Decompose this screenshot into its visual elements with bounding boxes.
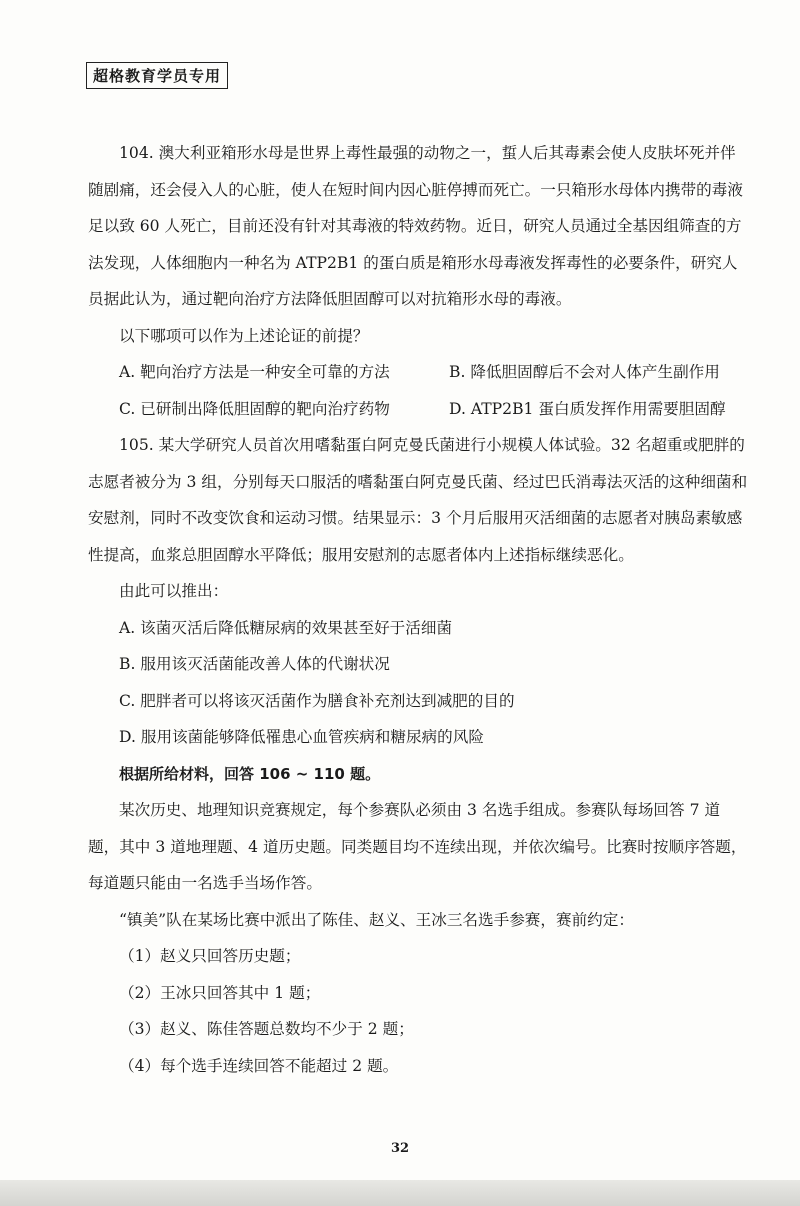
rule-4: （4）每个选手连续回答不能超过 2 题。	[119, 1056, 399, 1075]
q104-question: 以下哪项可以作为上述论证的前提？	[119, 326, 369, 345]
q104-option-b: B. 降低胆固醇后不会对人体产生副作用	[449, 363, 720, 381]
scan-bottom-shadow	[0, 1180, 800, 1206]
watermark-badge: 超格教育学员专用	[86, 62, 228, 89]
rule-2: （2）王冰只回答其中 1 题；	[119, 983, 321, 1002]
section-heading: 根据所给材料，回答 106 ~ 110 题。	[119, 764, 381, 783]
q105-option-b: B. 服用该灭活菌能改善人体的代谢状况	[119, 655, 390, 673]
q104-stem: 104. 澳大利亚箱形水母是世界上毒性最强的动物之一，蜇人后其毒素会使人皮肤坏死并伴随剧痛，还会侵入人的心脏，使人在短时间内因心脏停搏而死亡。一只箱形水母体内携带的毒液足以致 60 人死亡，目前还没有针对其毒液的特效药物。近日，研究人员通过全基因组筛查的方法发现，人体细胞内一种名为 ATP2B1 的蛋白质是箱形水母毒液发挥毒性的必要条件，研究人员据此认为，通过靶向治疗方法降低胆固醇可以对抗箱形水母的毒液。	[88, 144, 743, 308]
section-paragraph-2: “镇美”队在某场比赛中派出了陈佳、赵义、王冰三名选手参赛，赛前约定：	[119, 910, 634, 929]
q104-options-row-2	[88, 391, 748, 428]
q104-option-c: C. 已研制出降低胆固醇的靶向治疗药物	[119, 399, 390, 418]
q105-stem: 105. 某大学研究人员首次用嗜黏蛋白阿克曼氏菌进行小规模人体试验。32 名超重或肥胖的志愿者被分为 3 组，分别每天口服活的嗜黏蛋白阿克曼氏菌、经过巴氏消毒法灭活的这种细菌和安慰剂，同时不改变饮食和运动习惯。结果显示：3 个月后服用灭活细菌的志愿者对胰岛素敏感性提高，血浆总胆固醇水平降低；服用安慰剂的志愿者体内上述指标继续恶化。	[88, 436, 748, 564]
q105-option-d: D. 服用该菌能够降低罹患心血管疾病和糖尿病的风险	[119, 728, 484, 746]
q105-option-c: C. 肥胖者可以将该灭活菌作为膳食补充剂达到减肥的目的	[119, 691, 515, 710]
q104-option-d: D. ATP2B1 蛋白质发挥作用需要胆固醇	[449, 399, 726, 418]
section-paragraph-1: 某次历史、地理知识竞赛规定，每个参赛队必须由 3 名选手组成。参赛队每场回答 7 道题，其中 3 道地理题、4 道历史题。同类题目均不连续出现，并依次编号。比赛时按顺序答题，每道题只能由一名选手当场作答。	[88, 801, 747, 892]
rule-1: （1）赵义只回答历史题；	[119, 947, 301, 965]
q105-question: 由此可以推出：	[119, 582, 229, 600]
q104-option-a: A. 靶向治疗方法是一种安全可靠的方法	[119, 363, 390, 381]
page-number: 32	[390, 1141, 410, 1156]
page-content	[88, 135, 748, 1084]
q105-option-a: A. 该菌灭活后降低糖尿病的效果甚至好于活细菌	[119, 618, 453, 637]
q104-options-row-1	[88, 354, 748, 391]
rule-3: （3）赵义、陈佳答题总数均不少于 2 题；	[119, 1020, 414, 1038]
